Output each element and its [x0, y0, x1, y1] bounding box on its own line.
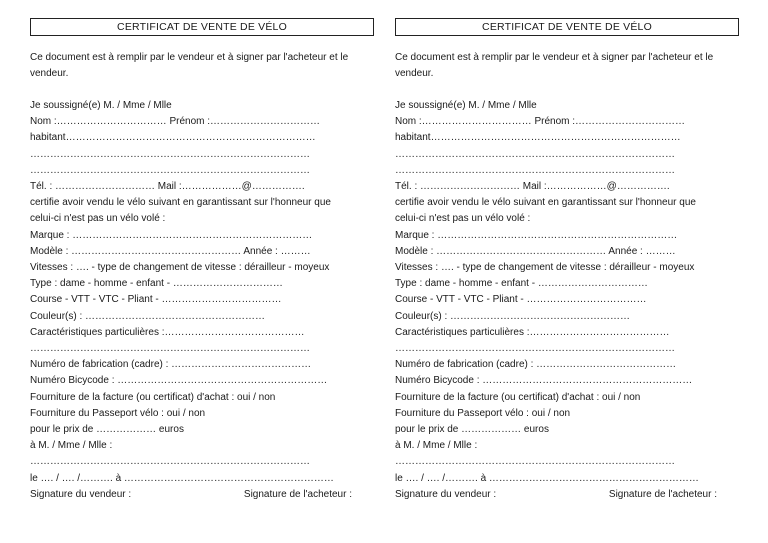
form-line: …………………………………………………………………………: [395, 343, 675, 355]
form-line: Type : dame - homme - enfant - ……………………………: [395, 278, 648, 290]
form-line: Je soussigné(e) M. / Mme / Mlle: [30, 100, 172, 111]
signature-row: [30, 487, 374, 503]
form-line: celui-ci n'est pas un vélo volé :: [30, 213, 166, 225]
form-line: Nom :…………………………… Prénom :……………………………: [30, 116, 321, 128]
form-line: Fourniture du Passeport vélo : oui / non: [395, 407, 571, 419]
form-line: Fourniture du Passeport vélo : oui / non: [30, 407, 206, 419]
certificate-form-right: [395, 18, 739, 503]
form-line: pour le prix de ……………… euros: [30, 424, 184, 436]
form-line: Couleur(s) : ………………………………………………: [395, 310, 631, 322]
form-line: …………………………………………………………………………: [395, 456, 675, 468]
form-line: Vitesses : …. - type de changement de vitesse : dérailleur - moyeux: [30, 262, 330, 274]
form-line: Couleur(s) : ………………………………………………: [30, 310, 266, 322]
seller-signature-label: Signature du vendeur :: [30, 488, 132, 500]
form-line: Numéro Bicycode : ………………………………………………………: [30, 375, 328, 387]
form-title: CERTIFICAT DE VENTE DE VÉLO: [395, 18, 739, 36]
form-line: celui-ci n'est pas un vélo volé :: [395, 213, 531, 225]
form-line: Vitesses : …. - type de changement de vitesse : dérailleur - moyeux: [395, 262, 695, 274]
form-line: à M. / Mme / Mlle :: [395, 440, 478, 452]
form-line: Marque : ………………………………………………………………: [395, 229, 678, 241]
form-line: le …. / …. /………. à ………………………………………………………: [395, 472, 699, 484]
form-title: CERTIFICAT DE VENTE DE VÉLO: [30, 18, 374, 36]
form-line: Tél. : ………………………… Mail :………………@…………….: [30, 181, 305, 193]
form-line: …………………………………………………………………………: [30, 164, 310, 176]
buyer-signature-label: Signature de l'acheteur :: [243, 488, 352, 500]
form-line: Fourniture de la facture (ou certificat) d'achat : oui / non: [395, 391, 641, 403]
form-line: habitant…………………………………………………………………: [395, 132, 681, 144]
buyer-signature-label: Signature de l'acheteur :: [608, 488, 717, 500]
form-line: Marque : ………………………………………………………………: [30, 229, 313, 241]
form-line: pour le prix de ……………… euros: [395, 424, 549, 436]
form-line: Numéro de fabrication (cadre) : ……………………………………: [395, 359, 677, 371]
form-line: Modèle : …………………………………………… Année : ………: [395, 245, 676, 257]
form-line: Caractéristiques particulières :……………………………………: [30, 326, 305, 338]
signature-row: [395, 487, 739, 503]
form-line: …………………………………………………………………………: [30, 343, 310, 355]
form-line: Tél. : ………………………… Mail :………………@…………….: [395, 181, 670, 193]
form-line: habitant…………………………………………………………………: [30, 132, 316, 144]
form-line: Fourniture de la facture (ou certificat) d'achat : oui / non: [30, 391, 276, 403]
form-line: Course - VTT - VTC - Pliant - ………………………………: [395, 294, 647, 306]
seller-signature-label: Signature du vendeur :: [395, 488, 497, 500]
certificate-form-left: [30, 18, 374, 503]
form-line: Nom :…………………………… Prénom :……………………………: [395, 116, 686, 128]
form-intro: Ce document est à remplir par le vendeur et à signer par l'acheteur et le vendeur.: [30, 52, 349, 79]
form-line: …………………………………………………………………………: [395, 148, 675, 160]
form-line: Numéro Bicycode : ………………………………………………………: [395, 375, 693, 387]
form-intro: Ce document est à remplir par le vendeur et à signer par l'acheteur et le vendeur.: [395, 52, 714, 79]
form-line: Caractéristiques particulières :……………………………………: [395, 326, 670, 338]
form-line: certifie avoir vendu le vélo suivant en garantissant sur l'honneur que: [30, 197, 331, 209]
form-line: Type : dame - homme - enfant - ……………………………: [30, 278, 283, 290]
form-line: le …. / …. /………. à ………………………………………………………: [30, 472, 334, 484]
form-line: …………………………………………………………………………: [30, 148, 310, 160]
form-line: …………………………………………………………………………: [395, 164, 675, 176]
form-line: Course - VTT - VTC - Pliant - ………………………………: [30, 294, 282, 306]
form-line: Modèle : …………………………………………… Année : ………: [30, 245, 311, 257]
form-line: …………………………………………………………………………: [30, 456, 310, 468]
form-line: certifie avoir vendu le vélo suivant en garantissant sur l'honneur que: [395, 197, 696, 209]
form-line: à M. / Mme / Mlle :: [30, 440, 113, 452]
form-line: Je soussigné(e) M. / Mme / Mlle: [395, 100, 537, 111]
form-line: Numéro de fabrication (cadre) : ……………………………………: [30, 359, 312, 371]
